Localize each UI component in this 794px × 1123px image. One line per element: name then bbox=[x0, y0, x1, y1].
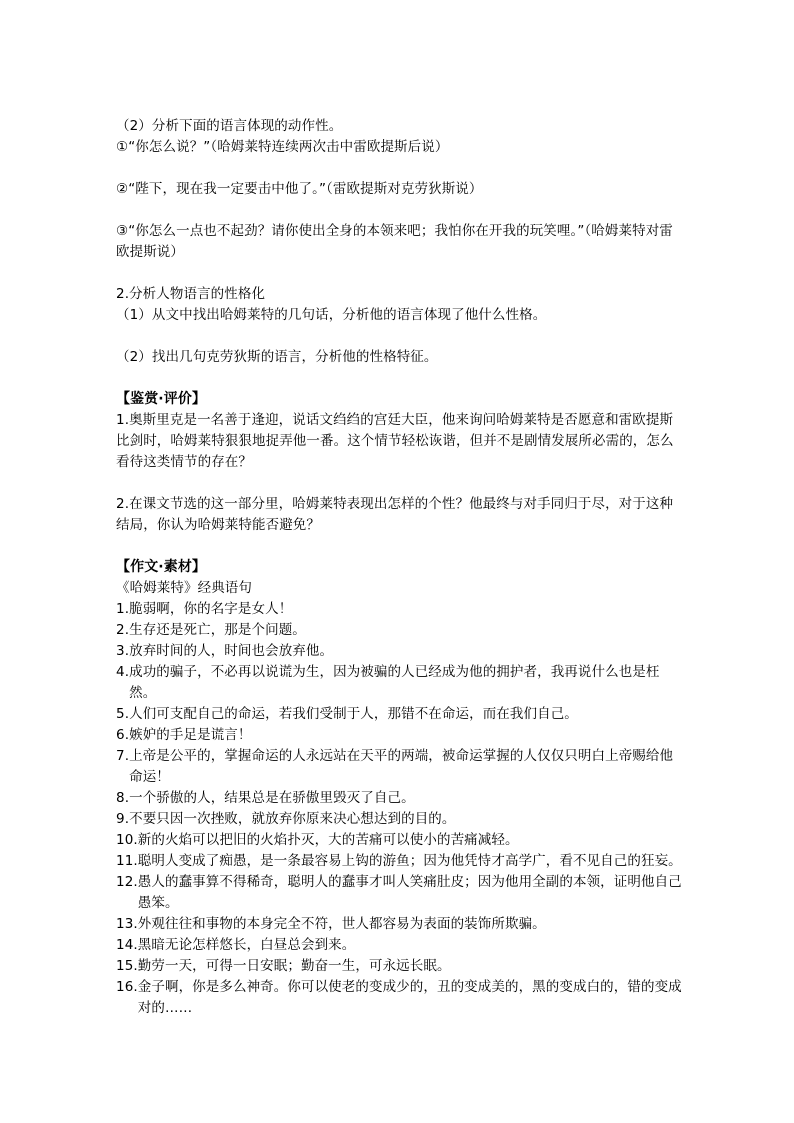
quote-item bbox=[116, 956, 686, 977]
personality-question-1: （1）从文中找出哈姆莱特的几句话，分析他的语言体现了他什么性格。 bbox=[116, 307, 547, 323]
quote-number: 15. bbox=[116, 958, 138, 974]
quote-number: 2. bbox=[116, 622, 130, 638]
material-subtitle: 《哈姆莱特》经典语句 bbox=[116, 580, 252, 596]
quote-text: 成功的骗子，不必再以说谎为生，因为被骗的人已经成为他的拥护者，我再说什么也是枉然。 bbox=[129, 664, 660, 701]
quote-number: 8. bbox=[116, 790, 130, 806]
material-heading: 【作文·素材】 bbox=[116, 559, 207, 575]
quote-text: 外观往往和事物的本身完全不符，世人都容易为表面的装饰所欺骗。 bbox=[137, 916, 546, 932]
quote-item bbox=[116, 641, 686, 662]
quote-item bbox=[116, 725, 686, 746]
question-2-item-1: ①“你怎么说？”（哈姆莱特连续两次击中雷欧提斯后说） bbox=[116, 139, 449, 155]
quote-item bbox=[116, 935, 686, 956]
personality-question-title: 2.分析人物语言的性格化 bbox=[116, 286, 266, 302]
quote-number: 1. bbox=[116, 601, 130, 617]
question-2-item-2: ②“陛下，现在我一定要击中他了。”（雷欧提斯对克劳狄斯说） bbox=[116, 181, 483, 197]
quote-number: 13. bbox=[116, 916, 138, 932]
quote-number: 12. bbox=[116, 874, 138, 890]
appreciation-question-1: 1.奥斯里克是一名善于逢迎，说话文绉绉的宫廷大臣，他来询问哈姆莱特是否愿意和雷欧提斯比剑时，哈姆莱特狠狠地捉弄他一番。这个情节轻松诙谐，但并不是剧情发展所必需的，怎么看待这类情节的存在？ bbox=[116, 412, 674, 470]
quote-text: 人们可支配自己的命运，若我们受制于人，那错不在命运，而在我们自己。 bbox=[129, 706, 578, 722]
quote-item bbox=[116, 788, 686, 809]
quote-item bbox=[116, 809, 686, 830]
quote-number: 7. bbox=[116, 748, 130, 764]
appreciation-heading: 【鉴赏·评价】 bbox=[116, 391, 207, 407]
quote-item bbox=[116, 872, 686, 914]
quote-text: 新的火焰可以把旧的火焰扑灭，大的苦痛可以使小的苦痛减轻。 bbox=[137, 832, 519, 848]
quote-text: 嫉妒的手足是谎言！ bbox=[129, 727, 252, 743]
question-2-title: （2）分析下面的语言体现的动作性。 bbox=[116, 118, 343, 134]
quote-text: 聪明人变成了痴愚，是一条最容易上钩的游鱼；因为他凭恃才高学广，看不见自己的狂妄。 bbox=[137, 853, 682, 869]
quote-item bbox=[116, 851, 686, 872]
personality-question-2: （2）找出几句克劳狄斯的语言，分析他的性格特征。 bbox=[116, 349, 438, 365]
quote-number: 3. bbox=[116, 643, 130, 659]
quote-number: 16. bbox=[116, 979, 138, 995]
quote-text: 不要只因一次挫败，就放弃你原来决心想达到的目的。 bbox=[129, 811, 456, 827]
quote-item bbox=[116, 746, 686, 788]
quote-number: 14. bbox=[116, 937, 138, 953]
quote-text: 脆弱啊，你的名字是女人！ bbox=[129, 601, 293, 617]
quote-item bbox=[116, 599, 686, 620]
quote-item bbox=[116, 914, 686, 935]
quote-text: 黑暗无论怎样悠长，白昼总会到来。 bbox=[137, 937, 356, 953]
quote-text: 勤劳一天，可得一日安眠；勤奋一生，可永远长眠。 bbox=[137, 958, 451, 974]
appreciation-question-2: 2.在课文节选的这一部分里，哈姆莱特表现出怎样的个性？他最终与对手同归于尽，对于这种结局，你认为哈姆莱特能否避免？ bbox=[116, 496, 674, 533]
quote-text: 金子啊，你是多么神奇。你可以使老的变成少的，丑的变成美的，黑的变成白的，错的变成对的…… bbox=[137, 979, 682, 1016]
quote-text: 愚人的蠢事算不得稀奇，聪明人的蠢事才叫人笑痛肚皮；因为他用全副的本领，证明他自己愚笨。 bbox=[137, 874, 682, 911]
quote-number: 11. bbox=[116, 853, 138, 869]
quote-text: 放弃时间的人，时间也会放弃他。 bbox=[129, 643, 334, 659]
quote-text: 生存还是死亡，那是个问题。 bbox=[129, 622, 306, 638]
quote-number: 9. bbox=[116, 811, 130, 827]
quote-text: 一个骄傲的人，结果总是在骄傲里毁灭了自己。 bbox=[129, 790, 415, 806]
quote-item bbox=[116, 830, 686, 851]
quote-item bbox=[116, 704, 686, 725]
quote-item bbox=[116, 977, 686, 1019]
quote-text: 上帝是公平的，掌握命运的人永远站在天平的两端，被命运掌握的人仅仅只明白上帝赐给他命运！ bbox=[129, 748, 674, 785]
question-2-item-3: ③“你怎么一点也不起劲？请你使出全身的本领来吧；我怕你在开我的玩笑哩。”（哈姆莱特对雷欧提斯说） bbox=[116, 223, 673, 260]
quote-number: 4. bbox=[116, 664, 130, 680]
quote-item bbox=[116, 662, 686, 704]
quote-number: 5. bbox=[116, 706, 130, 722]
quote-number: 10. bbox=[116, 832, 138, 848]
quote-number: 6. bbox=[116, 727, 130, 743]
quote-list bbox=[116, 599, 686, 1019]
document-page bbox=[116, 116, 686, 1019]
quote-item bbox=[116, 620, 686, 641]
